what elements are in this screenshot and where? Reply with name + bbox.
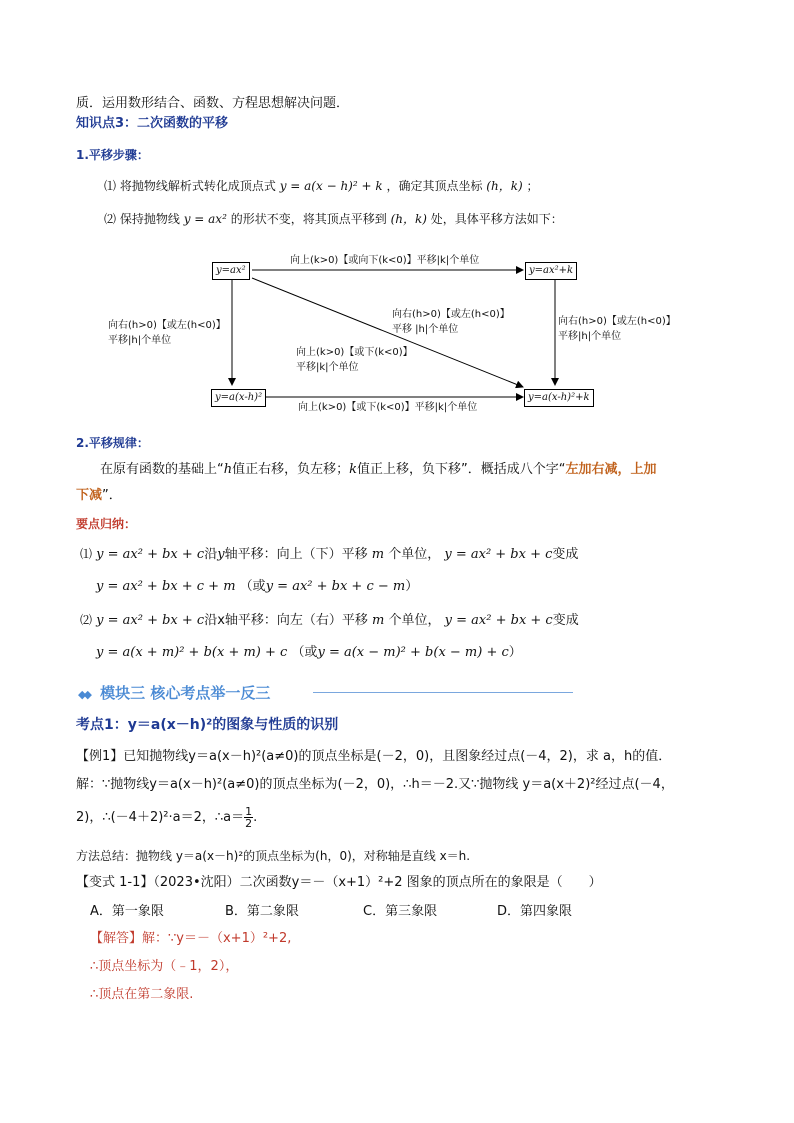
summary-p2-line2 bbox=[96, 644, 522, 662]
label-diag-k-2: 平移|k|个单位 bbox=[296, 362, 359, 373]
step-heading: 1.平移步骤： bbox=[76, 148, 149, 162]
fraction-denominator: 2 bbox=[245, 817, 253, 830]
label-right-arrow-1: 向右(h>0)【或左(h<0)】 bbox=[558, 316, 676, 327]
step1-text-c: ； bbox=[526, 179, 539, 193]
rule-text-a: 在原有函数的基础上“ bbox=[100, 462, 224, 477]
summary-p1-axis: y bbox=[217, 547, 225, 562]
summary-p2-text-a: 沿x轴平移：向左（右）平移 bbox=[204, 613, 368, 628]
box-ax2: y=ax² bbox=[212, 262, 250, 280]
variant-label: 【变式 1-1】 bbox=[76, 875, 154, 890]
summary-p1-text-c: 个单位， bbox=[388, 547, 441, 562]
summary-p1-result: y = ax² + bx + c + m bbox=[96, 579, 236, 594]
label-bottom-arrow: 向上(k>0)【或下(k<0)】平移|k|个单位 bbox=[298, 402, 478, 413]
summary-p2-formula: y = ax² + bx + c bbox=[96, 613, 205, 628]
step2-text-b: 的形状不变，将其顶点平移到 bbox=[230, 212, 387, 226]
rule-text-b: 值正右移，负左移； bbox=[232, 462, 350, 477]
summary-p1-text-d: 变成 bbox=[552, 547, 579, 562]
summary-p1-close: ） bbox=[405, 579, 419, 594]
module-banner bbox=[78, 682, 270, 703]
answer-label: 【解答】 bbox=[90, 931, 143, 946]
option-d: D．第四象限 bbox=[497, 904, 573, 919]
summary-p2-formula2: y = ax² + bx + c bbox=[444, 613, 553, 628]
summary-p1-m: m bbox=[371, 547, 385, 562]
summary-p2-or: （或 bbox=[291, 645, 318, 660]
label-left-arrow-2: 平移|h|个单位 bbox=[108, 335, 172, 346]
label-left-arrow-1: 向右(h>0)【或左(h<0)】 bbox=[108, 320, 226, 331]
step1-text-a: 将抛物线解析式转化成顶点式 bbox=[119, 179, 276, 193]
section-title-kp3: 知识点3：二次函数的平移 bbox=[76, 116, 229, 131]
rule-heading: 2.平移规律： bbox=[76, 436, 149, 450]
label-right-arrow-2: 平移|h|个单位 bbox=[558, 331, 622, 342]
intro-line: 质．运用数形结合、函数、方程思想解决问题． bbox=[76, 96, 350, 111]
rule-h: h bbox=[223, 462, 233, 477]
label-diag-h-1: 向右(h>0)【或左(h<0)】 bbox=[392, 309, 510, 320]
summary-p1-text-b: 轴平移：向上（下）平移 bbox=[224, 547, 368, 562]
answer-line-1 bbox=[90, 930, 291, 948]
option-a: A．第一象限 bbox=[90, 904, 164, 919]
rule-line-2 bbox=[76, 487, 122, 505]
step2-formula: y = ax² bbox=[183, 212, 227, 226]
step2-text-a: 保持抛物线 bbox=[119, 212, 180, 226]
step1-text-b: ，确定其顶点坐标 bbox=[386, 179, 483, 193]
label-diag-h-2: 平移 |h|个单位 bbox=[392, 324, 459, 335]
answer-text-1: 解：∵y＝－（x+1）²+2, bbox=[142, 931, 292, 946]
module-title: 模块三 核心考点举一反三 bbox=[100, 684, 271, 702]
rule-highlight-1: 左加右减，上加 bbox=[565, 462, 657, 477]
summary-p2-line1 bbox=[80, 611, 579, 630]
summary-p2-result: y = a(x + m)² + b(x + m) + c bbox=[96, 645, 288, 660]
option-c: C．第三象限 bbox=[363, 904, 438, 919]
summary-p2-text-c: 变成 bbox=[552, 613, 579, 628]
summary-p1-formula: y = ax² + bx + c bbox=[96, 547, 205, 562]
step1-coord: (h，k) bbox=[486, 179, 523, 193]
solution-text-b: . bbox=[253, 810, 258, 825]
variant-line bbox=[76, 874, 602, 892]
rule-text-d: ”． bbox=[102, 488, 122, 503]
label-diag-k-1: 向上(k>0)【或下(k<0)】 bbox=[296, 347, 413, 358]
answer-line-3: ∴顶点在第二象限. bbox=[90, 987, 194, 1002]
summary-p2-number: ⑵ bbox=[80, 613, 93, 627]
summary-p1-line2 bbox=[96, 578, 418, 596]
variant-text: （2023•沈阳）二次函数y＝－（x+1）²+2 图象的顶点所在的象限是（ ） bbox=[153, 875, 602, 890]
example1-label: 【例1】 bbox=[76, 749, 124, 764]
diamond-icon: ◆◆ bbox=[78, 688, 89, 701]
label-top-arrow: 向上(k>0)【或向下(k<0)】平移|k|个单位 bbox=[290, 255, 480, 266]
summary-p1-text-a: 沿 bbox=[204, 547, 218, 562]
summary-p1-formula2: y = ax² + bx + c bbox=[444, 547, 553, 562]
summary-p2-text-b: 个单位， bbox=[388, 613, 441, 628]
example1-text: 已知抛物线y＝a(x－h)²(a≠0)的顶点坐标是(－2，0)，且图象经过点(－4，2)，求 a，h的值． bbox=[123, 749, 672, 764]
summary-p2-result2: y = a(x − m)² + b(x − m) + c bbox=[317, 645, 509, 660]
box-ax2-plus-k: y=ax²+k bbox=[525, 262, 577, 280]
solution-line-1: 解：∵抛物线y＝a(x－h)²(a≠0)的顶点坐标为(－2，0)，∴h＝－2.又∵抛物线 y＝a(x＋2)²经过点(－4， bbox=[76, 777, 674, 792]
step1-formula: y = a(x − h)² + k bbox=[279, 179, 383, 193]
step2-text-c: 处，具体平移方法如下： bbox=[430, 212, 563, 226]
box-vertex-form: y=a(x-h)²+k bbox=[524, 389, 594, 407]
summary-p1-line1 bbox=[80, 545, 578, 564]
module-divider bbox=[313, 692, 573, 693]
answer-line-2: ∴顶点坐标为（﹣1，2）， bbox=[90, 959, 239, 974]
arrow-diagonal bbox=[252, 278, 523, 387]
translation-diagram-arrows bbox=[0, 0, 794, 430]
solution-line-2 bbox=[76, 806, 257, 829]
rule-k: k bbox=[349, 462, 358, 477]
rule-line-1 bbox=[100, 461, 657, 479]
solution-text-a: 2)，∴(－4＋2)²·a＝2，∴a＝ bbox=[76, 810, 245, 825]
fraction-half bbox=[244, 806, 253, 829]
summary-p1-or: （或 bbox=[239, 579, 266, 594]
rule-text-c: 值正上移，负下移”．概括成八个字“ bbox=[357, 462, 566, 477]
option-b: B．第二象限 bbox=[225, 904, 299, 919]
step2-number: ⑵ bbox=[104, 212, 117, 226]
summary-p2-m: m bbox=[372, 613, 385, 628]
fraction-numerator: 1 bbox=[245, 805, 253, 818]
summary-heading: 要点归纳： bbox=[76, 517, 137, 531]
summary-p1-result2: y = ax² + bx + c − m bbox=[265, 579, 406, 594]
method-summary: 方法总结：抛物线 y＝a(x－h)²的顶点坐标为(h，0)，对称轴是直线 x＝h. bbox=[76, 849, 471, 863]
box-a-x-minus-h: y=a(x-h)² bbox=[211, 389, 266, 407]
example1-line bbox=[76, 748, 671, 766]
step1-number: ⑴ bbox=[104, 179, 117, 193]
step2-coord: (h，k) bbox=[390, 212, 427, 226]
summary-p2-close: ） bbox=[508, 645, 522, 660]
point1-title: 考点1：y＝a(x－h)²的图象与性质的识别 bbox=[76, 717, 339, 733]
summary-p1-number: ⑴ bbox=[80, 547, 93, 561]
rule-highlight-2: 下减 bbox=[76, 488, 103, 503]
